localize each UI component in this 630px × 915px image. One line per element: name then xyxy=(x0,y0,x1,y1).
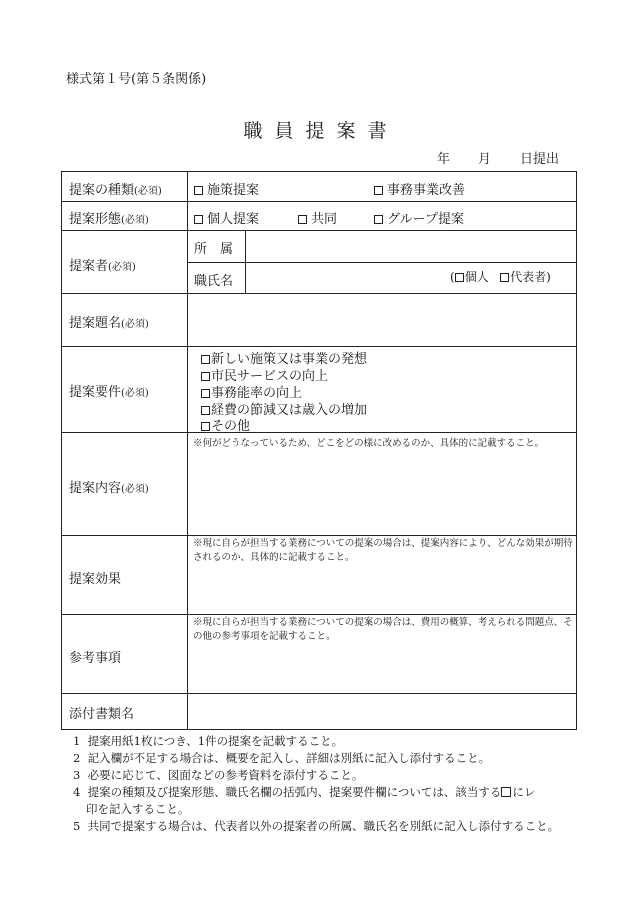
footnote-4: 4 提案の種類及び提案形態、職氏名欄の括弧内、提案要件欄については、該当する にレ xyxy=(73,785,536,799)
checkbox-icon[interactable] xyxy=(374,215,383,224)
footnote-5: 5 共同で提案する場合は、代表者以外の提案者の所属、職氏名を別紙に記入し添付すること。 xyxy=(73,819,560,833)
attachments-field[interactable] xyxy=(188,694,576,728)
requirement-option[interactable]: 新しい施策又は事業の発想 xyxy=(201,348,367,367)
checkbox-icon xyxy=(501,787,511,797)
checkbox-icon[interactable] xyxy=(194,186,203,195)
requirement-option[interactable]: 事務能率の向上 xyxy=(201,382,302,401)
content-note: ※何がどうなっているため、どこをどの様に改めるのか、具体的に記載すること。 xyxy=(193,438,545,449)
date-year: 年 xyxy=(437,152,451,167)
type-option-policy[interactable]: 施策提案 xyxy=(194,179,259,198)
checkbox-icon[interactable] xyxy=(455,273,464,282)
reference-label: 参考事項 xyxy=(69,651,122,666)
footnote-2: 2 記入欄が不足する場合は、概要を記入し、詳細は別紙に記入し添付すること。 xyxy=(73,751,491,765)
effect-field[interactable] xyxy=(188,568,576,613)
name-title-label: 職氏名 xyxy=(194,274,234,289)
type-option-improvement[interactable]: 事務事業改善 xyxy=(374,179,465,198)
content-label: 提案内容(必須) xyxy=(69,481,149,496)
name-title-field[interactable] xyxy=(246,263,446,292)
subject-label: 提案題名(必須) xyxy=(69,316,149,331)
department-label: 所 属 xyxy=(194,242,234,257)
effect-note: ※現に自らが担当する業務についての提案の場合は、提案内容により、どんな効果が期待されるのか、具体的に記載すること。 xyxy=(193,538,573,563)
checkbox-icon[interactable] xyxy=(201,355,210,364)
subject-field[interactable] xyxy=(188,294,576,345)
form-option-individual[interactable]: 個人提案 xyxy=(194,208,259,227)
form-option-group[interactable]: グループ提案 xyxy=(374,208,464,227)
footnote-4-continued: 印を記入すること。 xyxy=(86,802,190,816)
form-number: 様式第１号(第５条関係) xyxy=(66,72,207,87)
footnote-3: 3 必要に応じて、図面などの参考資料を添付すること。 xyxy=(73,768,364,782)
requirement-option[interactable]: 市民サービスの向上 xyxy=(201,365,328,384)
department-field[interactable] xyxy=(246,231,576,262)
requirement-option[interactable]: 経費の節減又は歳入の増加 xyxy=(201,399,367,418)
form-option-joint[interactable]: 共同 xyxy=(298,208,337,227)
checkbox-icon[interactable] xyxy=(194,215,203,224)
checkbox-icon[interactable] xyxy=(500,273,509,282)
proposer-label: 提案者(必須) xyxy=(69,259,136,274)
date-month: 月 xyxy=(478,152,492,167)
document-title: 職員提案書 xyxy=(243,120,399,142)
requirements-label: 提案要件(必須) xyxy=(69,385,149,400)
attachments-label: 添付書類名 xyxy=(69,707,135,722)
content-field[interactable] xyxy=(188,454,576,534)
checkbox-icon[interactable] xyxy=(201,406,210,415)
effect-label: 提案効果 xyxy=(69,572,122,587)
date-day: 日提出 xyxy=(520,152,560,167)
form-label: 提案形態(必須) xyxy=(69,212,149,227)
checkbox-icon[interactable] xyxy=(298,215,307,224)
type-label: 提案の種類(必須) xyxy=(69,183,162,198)
reference-note: ※現に自らが担当する業務についての提案の場合は、費用の概算、考えられる問題点、その他の参考事項を記載すること。 xyxy=(193,617,573,642)
requirement-option[interactable]: その他 xyxy=(201,415,250,434)
checkbox-icon[interactable] xyxy=(201,372,210,381)
proposal-form-table xyxy=(61,171,577,730)
checkbox-icon[interactable] xyxy=(201,389,210,398)
checkbox-icon[interactable] xyxy=(201,422,210,431)
reference-field[interactable] xyxy=(188,647,576,692)
proposer-role: ( 個人 代表者) xyxy=(450,270,551,284)
footnote-1: 1 提案用紙1枚につき、1件の提案を記載すること。 xyxy=(73,734,344,748)
checkbox-icon[interactable] xyxy=(374,186,383,195)
